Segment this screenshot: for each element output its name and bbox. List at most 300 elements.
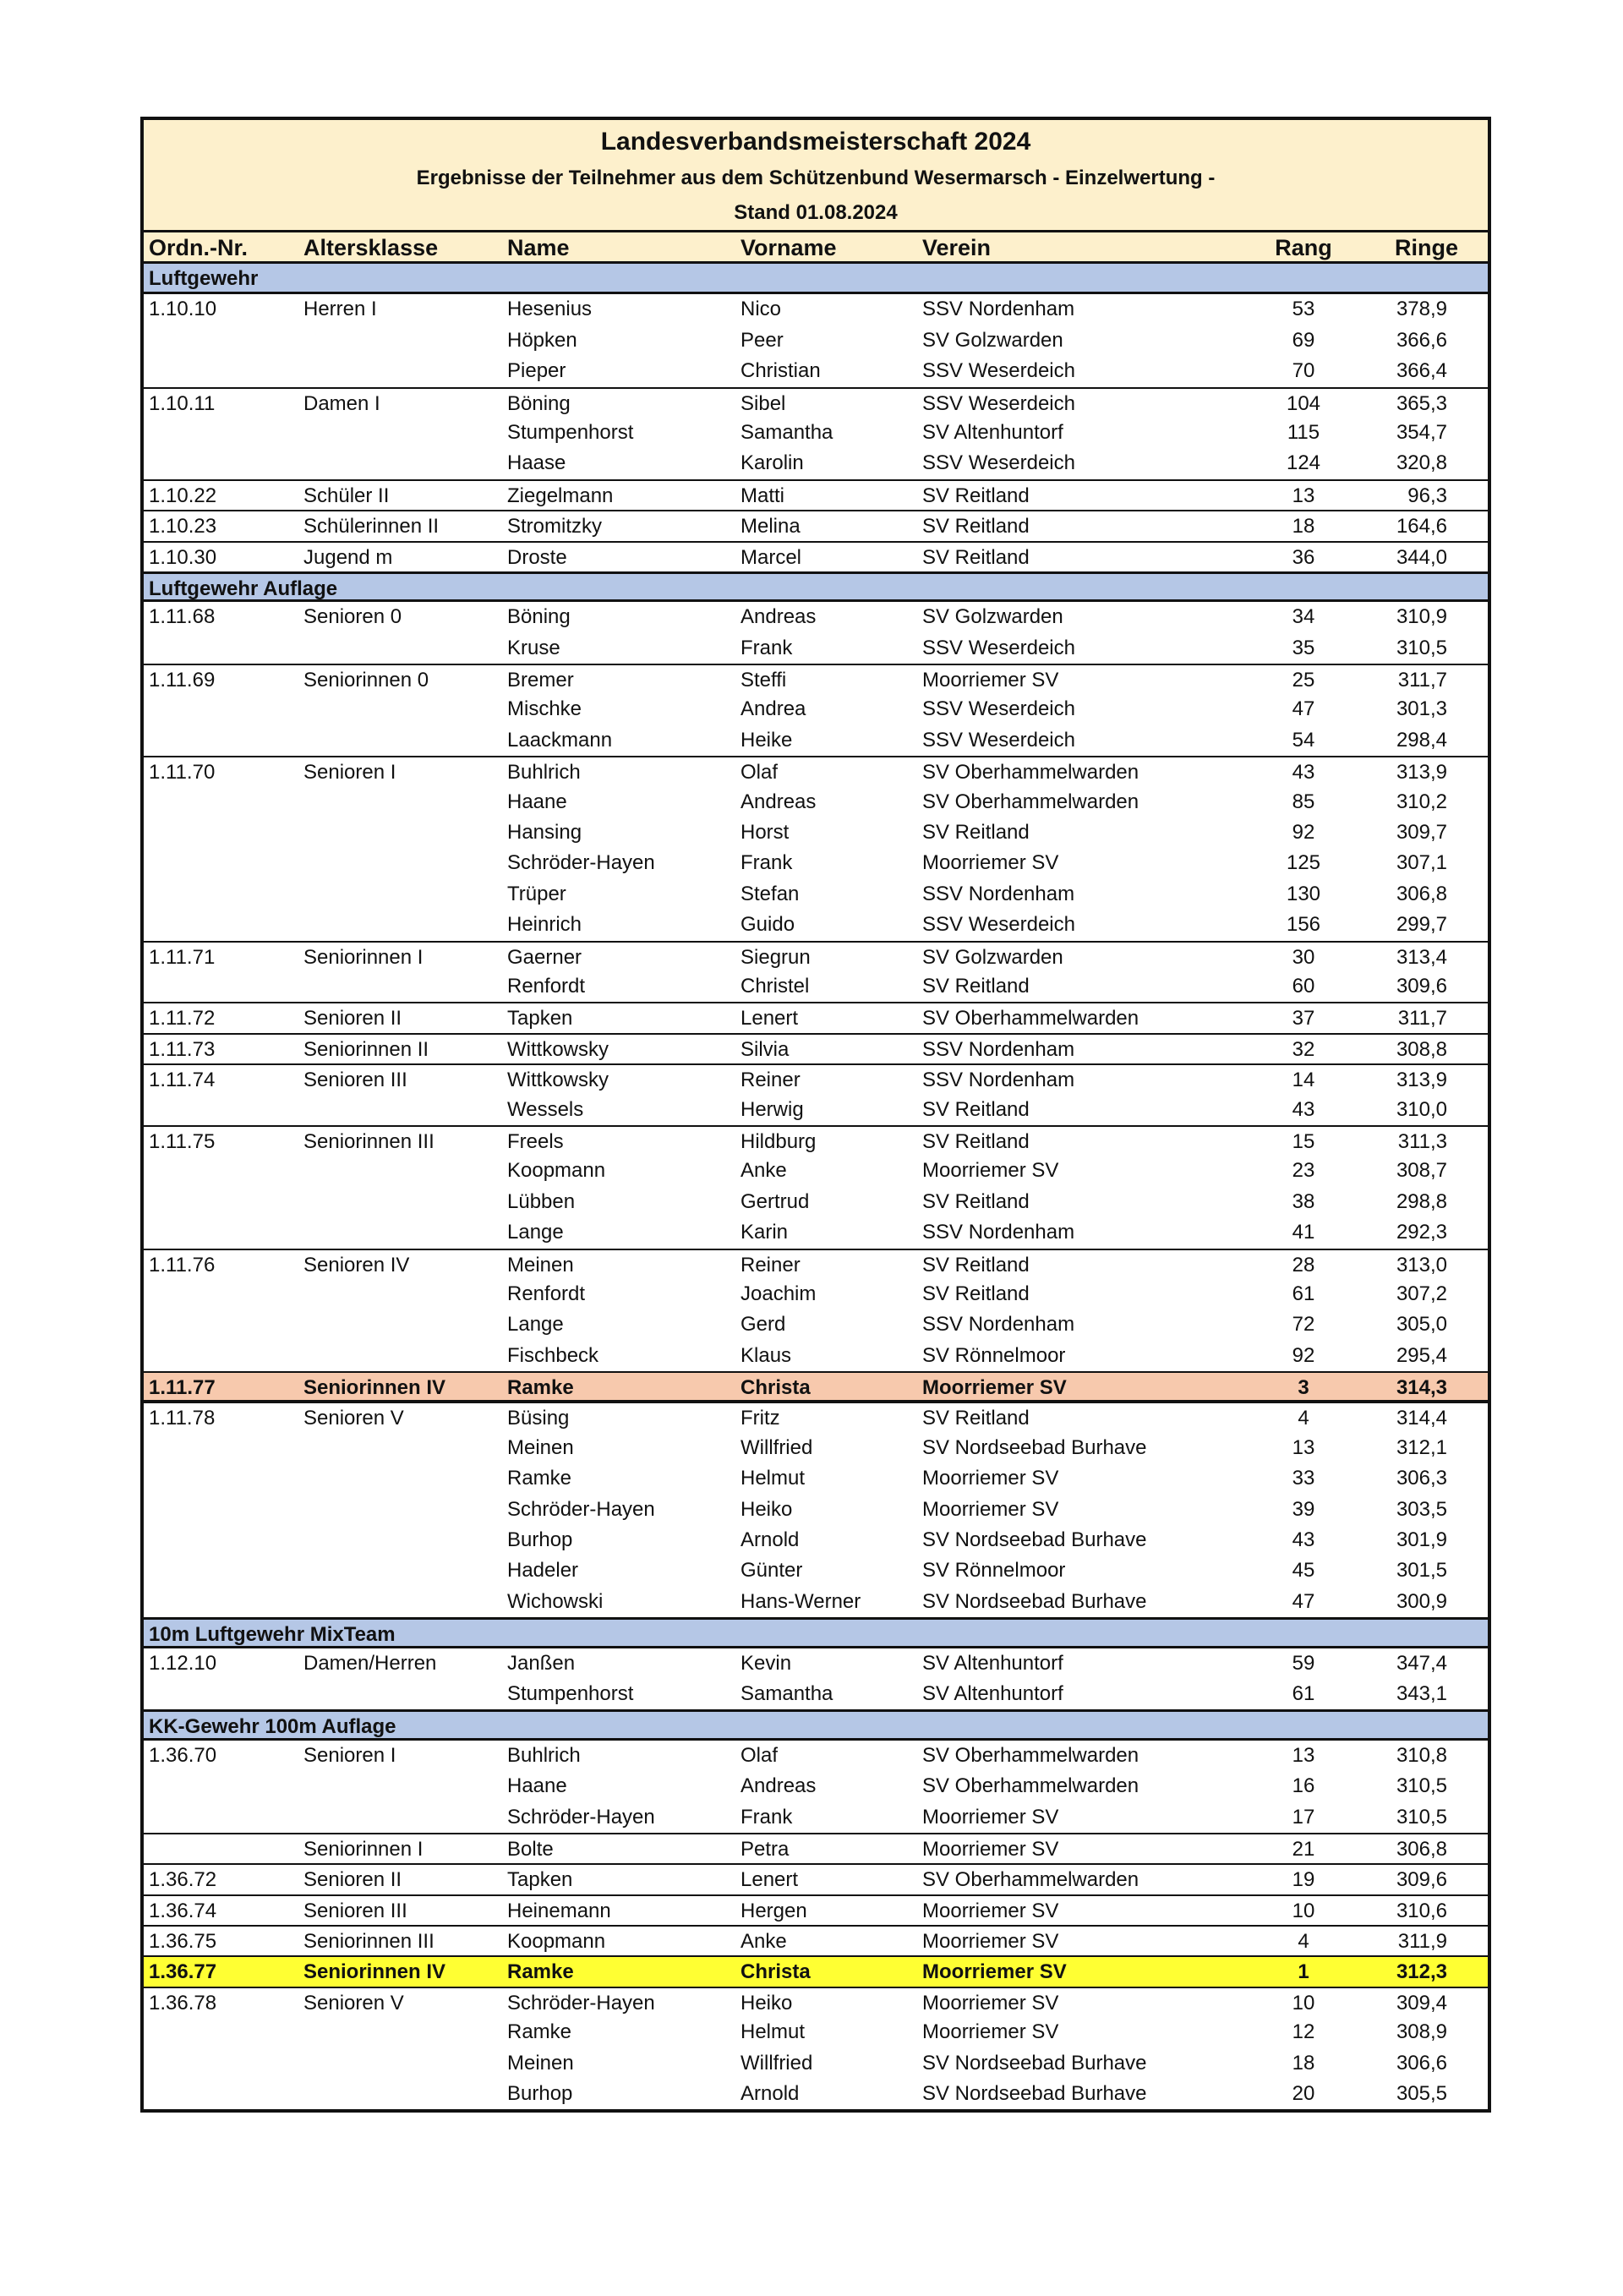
cell-altersklasse [298,817,502,848]
cell-ringe: 309,7 [1396,821,1447,845]
cell-vorname: Gerd [740,1313,786,1337]
cell-ringe: 301,3 [1396,697,1447,721]
cell-ringe: 308,9 [1396,2020,1447,2044]
cell-verein: Moorriemer SV [922,1159,1059,1183]
cell-ordn-nr [144,1309,298,1340]
table-row [144,1741,1488,1771]
cell-name: Laackmann [507,728,613,752]
cell-rang: 15 [1292,1129,1315,1153]
cell-ordn-nr [144,879,298,910]
cell-rang: 92 [1292,821,1315,845]
cell-rang: 30 [1292,945,1315,969]
cell-verein: SSV Weserdeich [922,391,1075,415]
cell-ordn-nr [144,1156,298,1186]
table-row [144,602,1488,632]
cell-verein: Moorriemer SV [922,1991,1059,2014]
cell-ordn-nr [144,633,298,664]
cell-name: Büsing [507,1407,570,1430]
cell-vorname: Frank [740,1805,793,1829]
cell-vorname: Helmut [740,1467,806,1490]
table-row [144,633,1488,664]
cell-rang: 104 [1286,391,1321,415]
cell-ordn-nr: 1.11.71 [149,945,216,969]
cell-ringe: 164,6 [1396,515,1447,538]
cell-altersklasse [298,1187,502,1217]
table-row [144,1249,1488,1279]
table-row [144,1833,1488,1863]
cell-altersklasse [298,1309,502,1340]
cell-vorname: Christa [740,1376,811,1400]
cell-ringe: 313,0 [1396,1253,1447,1276]
cell-rang: 13 [1292,1435,1315,1459]
cell-vorname: Silvia [740,1037,790,1061]
cell-ringe: 309,6 [1396,1868,1447,1892]
cell-ringe: 306,6 [1396,2051,1447,2075]
cell-ringe: 310,8 [1396,1743,1447,1767]
cell-name: Renfordt [507,1282,586,1305]
cell-rang: 25 [1292,669,1315,692]
cell-vorname: Heiko [740,1991,793,2014]
cell-altersklasse [298,1217,502,1248]
table-row [144,1187,1488,1217]
table-row [144,848,1488,878]
cell-ordn-nr [144,971,298,1002]
cell-name: Lange [507,1313,564,1337]
cell-ringe: 301,5 [1396,1559,1447,1583]
cell-rang: 54 [1292,728,1315,752]
cell-ordn-nr [144,1433,298,1463]
cell-rang: 61 [1292,1681,1315,1705]
cell-vorname: Nico [740,298,782,321]
cell-rang: 1 [1298,1960,1309,1984]
cell-altersklasse [298,448,502,478]
cell-altersklasse: Seniorinnen III [303,1930,434,1954]
cell-altersklasse: Senioren II [303,1868,402,1892]
cell-ordn-nr [144,418,298,448]
cell-vorname: Fritz [740,1407,780,1430]
cell-altersklasse [298,787,502,817]
cell-altersklasse: Seniorinnen 0 [303,669,429,692]
cell-rang: 14 [1292,1069,1315,1092]
cell-rang: 19 [1292,1868,1315,1892]
table-row [144,1587,1488,1617]
cell-rang: 13 [1292,1743,1315,1767]
table-row-highlighted [144,1371,1488,1402]
cell-rang: 10 [1292,1991,1315,2014]
cell-ringe: 310,5 [1396,636,1447,659]
cell-ordn-nr [144,2048,298,2079]
cell-altersklasse [298,971,502,1002]
cell-name: Böning [507,391,571,415]
cell-rang: 21 [1292,1837,1315,1861]
cell-ordn-nr [144,1095,298,1125]
cell-ringe: 366,4 [1396,359,1447,383]
cell-ordn-nr: 1.36.75 [149,1930,217,1954]
cell-ordn-nr [144,725,298,756]
cell-rang: 36 [1292,545,1315,569]
cell-rang: 130 [1286,882,1321,905]
cell-altersklasse: Schülerinnen II [303,515,440,538]
cell-name: Wittkowsky [507,1037,609,1061]
cell-ringe: 303,5 [1396,1497,1447,1521]
cell-altersklasse [298,1156,502,1186]
cell-rang: 92 [1292,1343,1315,1367]
cell-ringe: 309,4 [1396,1991,1447,2014]
cell-rang: 70 [1292,359,1315,383]
cell-verein: SV Reitland [922,1407,1030,1430]
cell-ordn-nr [144,694,298,724]
cell-verein: SV Reitland [922,1253,1030,1276]
cell-vorname: Olaf [740,761,779,784]
cell-ordn-nr [144,1555,298,1586]
cell-name: Koopmann [507,1159,606,1183]
cell-altersklasse [298,694,502,724]
cell-ordn-nr [144,1341,298,1371]
cell-ringe: 347,4 [1396,1651,1447,1675]
cell-ordn-nr [144,1679,298,1709]
col-vorname: Vorname [740,235,837,260]
cell-vorname: Andrea [740,697,806,721]
cell-ordn-nr: 1.36.74 [149,1899,217,1922]
cell-altersklasse: Damen I [303,391,380,415]
cell-ordn-nr: 1.10.22 [149,484,217,507]
cell-ordn-nr: 1.11.69 [149,669,216,692]
cell-name: Schröder-Hayen [507,851,655,875]
cell-verein: SV Nordseebad Burhave [922,1435,1147,1459]
cell-verein: SV Reitland [922,484,1030,507]
cell-rang: 115 [1287,420,1320,444]
cell-ordn-nr [144,910,298,940]
cell-altersklasse: Seniorinnen IV [303,1376,446,1400]
cell-ringe: 308,8 [1396,1037,1447,1061]
cell-verein: SSV Nordenham [922,1313,1075,1337]
cell-rang: 125 [1286,851,1321,875]
cell-verein: SV Reitland [922,974,1030,998]
cell-ringe: 344,0 [1396,545,1447,569]
cell-vorname: Anke [740,1159,787,1183]
table-row [144,1033,1488,1063]
cell-rang: 33 [1292,1467,1315,1490]
col-rang: Rang [1275,235,1332,260]
cell-rang: 61 [1292,1282,1315,1305]
cell-ordn-nr: 1.36.70 [149,1743,217,1767]
cell-verein: Moorriemer SV [922,1930,1059,1954]
cell-name: Tapken [507,1868,573,1892]
cell-ringe: 310,5 [1396,1774,1447,1798]
cell-ordn-nr: 1.11.74 [149,1069,216,1092]
cell-rang: 28 [1292,1253,1315,1276]
cell-vorname: Günter [740,1559,803,1583]
cell-verein: Moorriemer SV [922,1837,1059,1861]
cell-ordn-nr [144,1587,298,1617]
cell-rang: 47 [1292,697,1315,721]
cell-altersklasse [298,1279,502,1309]
cell-verein: SSV Nordenham [922,882,1075,905]
cell-altersklasse: Senioren III [303,1069,407,1092]
cell-vorname: Samantha [740,1681,833,1705]
cell-ringe: 305,5 [1396,2082,1447,2106]
table-row [144,294,1488,325]
cell-verein: SSV Nordenham [922,1069,1075,1092]
cell-name: Bolte [507,1837,554,1861]
cell-vorname: Christian [740,359,821,383]
cell-vorname: Peer [740,328,784,352]
cell-altersklasse [298,1495,502,1525]
section-title: Luftgewehr Auflage [149,577,338,600]
cell-ordn-nr: 1.10.30 [149,545,217,569]
section-title: KK-Gewehr 100m Auflage [149,1715,396,1738]
cell-vorname: Melina [740,515,801,538]
cell-ordn-nr: 1.11.73 [149,1037,216,1061]
table-row [144,1648,1488,1679]
cell-altersklasse [298,879,502,910]
cell-name: Höpken [507,328,577,352]
cell-name: Stumpenhorst [507,420,634,444]
cell-ringe: 309,6 [1396,974,1447,998]
cell-vorname: Karolin [740,451,804,475]
cell-rang: 39 [1292,1497,1315,1521]
cell-rang: 18 [1292,515,1315,538]
cell-name: Trüper [507,882,566,905]
table-row [144,1063,1488,1094]
cell-ringe: 307,2 [1396,1282,1447,1305]
cell-name: Schröder-Hayen [507,1991,655,2014]
cell-verein: SV Oberhammelwarden [922,1868,1139,1892]
cell-verein: SSV Weserdeich [922,913,1075,937]
cell-verein: SV Nordseebad Burhave [922,1528,1147,1552]
cell-altersklasse [298,1463,502,1494]
cell-rang: 20 [1292,2082,1315,2106]
cell-verein: SV Golzwarden [922,605,1063,629]
table-row [144,387,1488,418]
cell-verein: SV Altenhuntorf [922,1681,1063,1705]
cell-name: Schröder-Hayen [507,1805,655,1829]
cell-rang: 12 [1292,2020,1315,2044]
cell-ordn-nr: 1.36.72 [149,1868,217,1892]
cell-verein: Moorriemer SV [922,2020,1059,2044]
cell-ringe: 354,7 [1396,420,1447,444]
cell-altersklasse [298,1525,502,1555]
cell-rang: 4 [1298,1930,1309,1954]
table-row [144,1525,1488,1555]
cell-ringe: 313,4 [1396,945,1447,969]
col-altersklasse: Altersklasse [303,235,439,260]
cell-ringe: 378,9 [1396,298,1447,321]
cell-ringe: 300,9 [1396,1589,1447,1613]
table-row [144,1463,1488,1494]
section-title: Luftgewehr [149,267,259,290]
cell-ringe: 313,9 [1396,1069,1447,1092]
cell-rang: 32 [1292,1037,1315,1061]
cell-name: Ziegelmann [507,484,614,507]
cell-ordn-nr [144,817,298,848]
cell-altersklasse [298,1802,502,1833]
cell-vorname: Andreas [740,605,817,629]
cell-ringe: 301,9 [1396,1528,1447,1552]
cell-verein: SV Oberhammelwarden [922,1743,1139,1767]
cell-altersklasse: Senioren 0 [303,605,402,629]
cell-altersklasse: Senioren I [303,761,396,784]
cell-vorname: Lenert [740,1868,799,1892]
cell-verein: SV Golzwarden [922,945,1063,969]
cell-name: Renfordt [507,974,586,998]
cell-altersklasse [298,1679,502,1709]
cell-verein: SV Nordseebad Burhave [922,1589,1147,1613]
cell-name: Lübben [507,1189,576,1213]
cell-vorname: Guido [740,913,795,937]
cell-ringe: 312,3 [1396,1960,1447,1984]
table-row [144,2079,1488,2109]
table-row [144,1771,1488,1801]
cell-name: Ramke [507,1960,574,1984]
cell-rang: 18 [1292,2051,1315,2075]
cell-verein: SV Rönnelmoor [922,1559,1066,1583]
cell-vorname: Gertrud [740,1189,810,1213]
cell-altersklasse [298,848,502,878]
cell-ordn-nr [144,848,298,878]
cell-verein: SSV Nordenham [922,1037,1075,1061]
cell-verein: SSV Weserdeich [922,359,1075,383]
cell-vorname: Herwig [740,1097,804,1121]
cell-rang: 34 [1292,605,1315,629]
cell-verein: SV Altenhuntorf [922,420,1063,444]
cell-vorname: Samantha [740,420,833,444]
table-row [144,1894,1488,1925]
cell-name: Heinemann [507,1899,611,1922]
cell-ringe: 306,8 [1396,1837,1447,1861]
cell-name: Koopmann [507,1930,606,1954]
cell-rang: 13 [1292,484,1315,507]
cell-verein: SV Oberhammelwarden [922,1774,1139,1798]
cell-verein: Moorriemer SV [922,1376,1067,1400]
cell-name: Hesenius [507,298,593,321]
section-header [144,264,1488,294]
cell-altersklasse [298,1587,502,1617]
cell-verein: Moorriemer SV [922,1960,1067,1984]
cell-rang: 60 [1292,974,1315,998]
cell-name: Meinen [507,1253,574,1276]
cell-altersklasse [298,1433,502,1463]
cell-vorname: Andreas [740,790,817,813]
cell-vorname: Christel [740,974,810,998]
cell-altersklasse: Seniorinnen II [303,1037,429,1061]
table-row [144,725,1488,756]
cell-ordn-nr: 1.36.77 [149,1960,217,1984]
table-row [144,817,1488,848]
cell-vorname: Hergen [740,1899,807,1922]
table-row [144,1156,1488,1186]
cell-verein: SV Nordseebad Burhave [922,2051,1147,2075]
cell-rang: 72 [1292,1313,1315,1337]
table-row [144,1402,1488,1432]
cell-rang: 43 [1292,761,1315,784]
cell-altersklasse: Senioren I [303,1743,396,1767]
cell-vorname: Marcel [740,545,802,569]
cell-verein: SSV Nordenham [922,298,1075,321]
col-ordn-nr: Ordn.-Nr. [149,235,249,260]
cell-altersklasse: Senioren V [303,1991,404,2014]
cell-name: Fischbeck [507,1343,599,1367]
cell-altersklasse [298,418,502,448]
table-row [144,879,1488,910]
cell-vorname: Horst [740,821,790,845]
cell-altersklasse [298,1771,502,1801]
cell-vorname: Anke [740,1930,787,1954]
cell-altersklasse [298,2048,502,2079]
cell-rang: 41 [1292,1221,1315,1244]
cell-vorname: Kevin [740,1651,792,1675]
cell-ordn-nr: 1.10.11 [149,391,216,415]
cell-ordn-nr [144,1463,298,1494]
cell-vorname: Heiko [740,1497,793,1521]
cell-verein: SSV Weserdeich [922,697,1075,721]
cell-name: Kruse [507,636,560,659]
cell-ordn-nr [144,1495,298,1525]
cell-vorname: Petra [740,1837,790,1861]
cell-verein: SV Reitland [922,821,1030,845]
section-title: 10m Luftgewehr MixTeam [149,1623,396,1646]
cell-ordn-nr [144,325,298,356]
table-row [144,479,1488,510]
cell-vorname: Arnold [740,2082,800,2106]
table-row [144,1125,1488,1156]
table-row [144,418,1488,448]
cell-verein: SV Oberhammelwarden [922,1007,1139,1030]
cell-rang: 16 [1292,1774,1315,1798]
cell-name: Stumpenhorst [507,1681,634,1705]
cell-ringe: 311,9 [1397,1930,1447,1954]
cell-verein: SV Reitland [922,1097,1030,1121]
cell-ringe: 305,0 [1396,1313,1447,1337]
cell-altersklasse [298,2079,502,2109]
table-row [144,694,1488,724]
cell-ringe: 292,3 [1396,1221,1447,1244]
table-row [144,664,1488,694]
cell-vorname: Arnold [740,1528,800,1552]
cell-altersklasse: Senioren V [303,1407,404,1430]
cell-name: Buhlrich [507,1743,581,1767]
table-row [144,1679,1488,1709]
cell-vorname: Klaus [740,1343,792,1367]
cell-vorname: Reiner [740,1069,801,1092]
cell-rang: 10 [1292,1899,1315,1922]
cell-verein: SSV Nordenham [922,1221,1075,1244]
cell-ringe: 310,6 [1396,1899,1447,1922]
column-headers [144,230,1488,264]
cell-name: Droste [507,545,567,569]
cell-vorname: Willfried [740,1435,813,1459]
cell-name: Haane [507,1774,567,1798]
cell-name: Janßen [507,1651,576,1675]
cell-ringe: 96,3 [1407,484,1447,507]
cell-rang: 69 [1292,328,1315,352]
cell-vorname: Frank [740,851,793,875]
cell-verein: Moorriemer SV [922,1497,1059,1521]
cell-ringe: 311,7 [1397,1007,1447,1030]
cell-rang: 23 [1292,1159,1315,1183]
cell-vorname: Sibel [740,391,786,415]
cell-altersklasse: Seniorinnen III [303,1129,434,1153]
cell-altersklasse: Schüler II [303,484,390,507]
table-row [144,510,1488,540]
table-row-highlighted [144,1955,1488,1986]
cell-rang: 43 [1292,1097,1315,1121]
section-header [144,1617,1488,1648]
cell-vorname: Reiner [740,1253,801,1276]
cell-altersklasse [298,1095,502,1125]
cell-altersklasse [298,325,502,356]
cell-ringe: 310,2 [1396,790,1447,813]
